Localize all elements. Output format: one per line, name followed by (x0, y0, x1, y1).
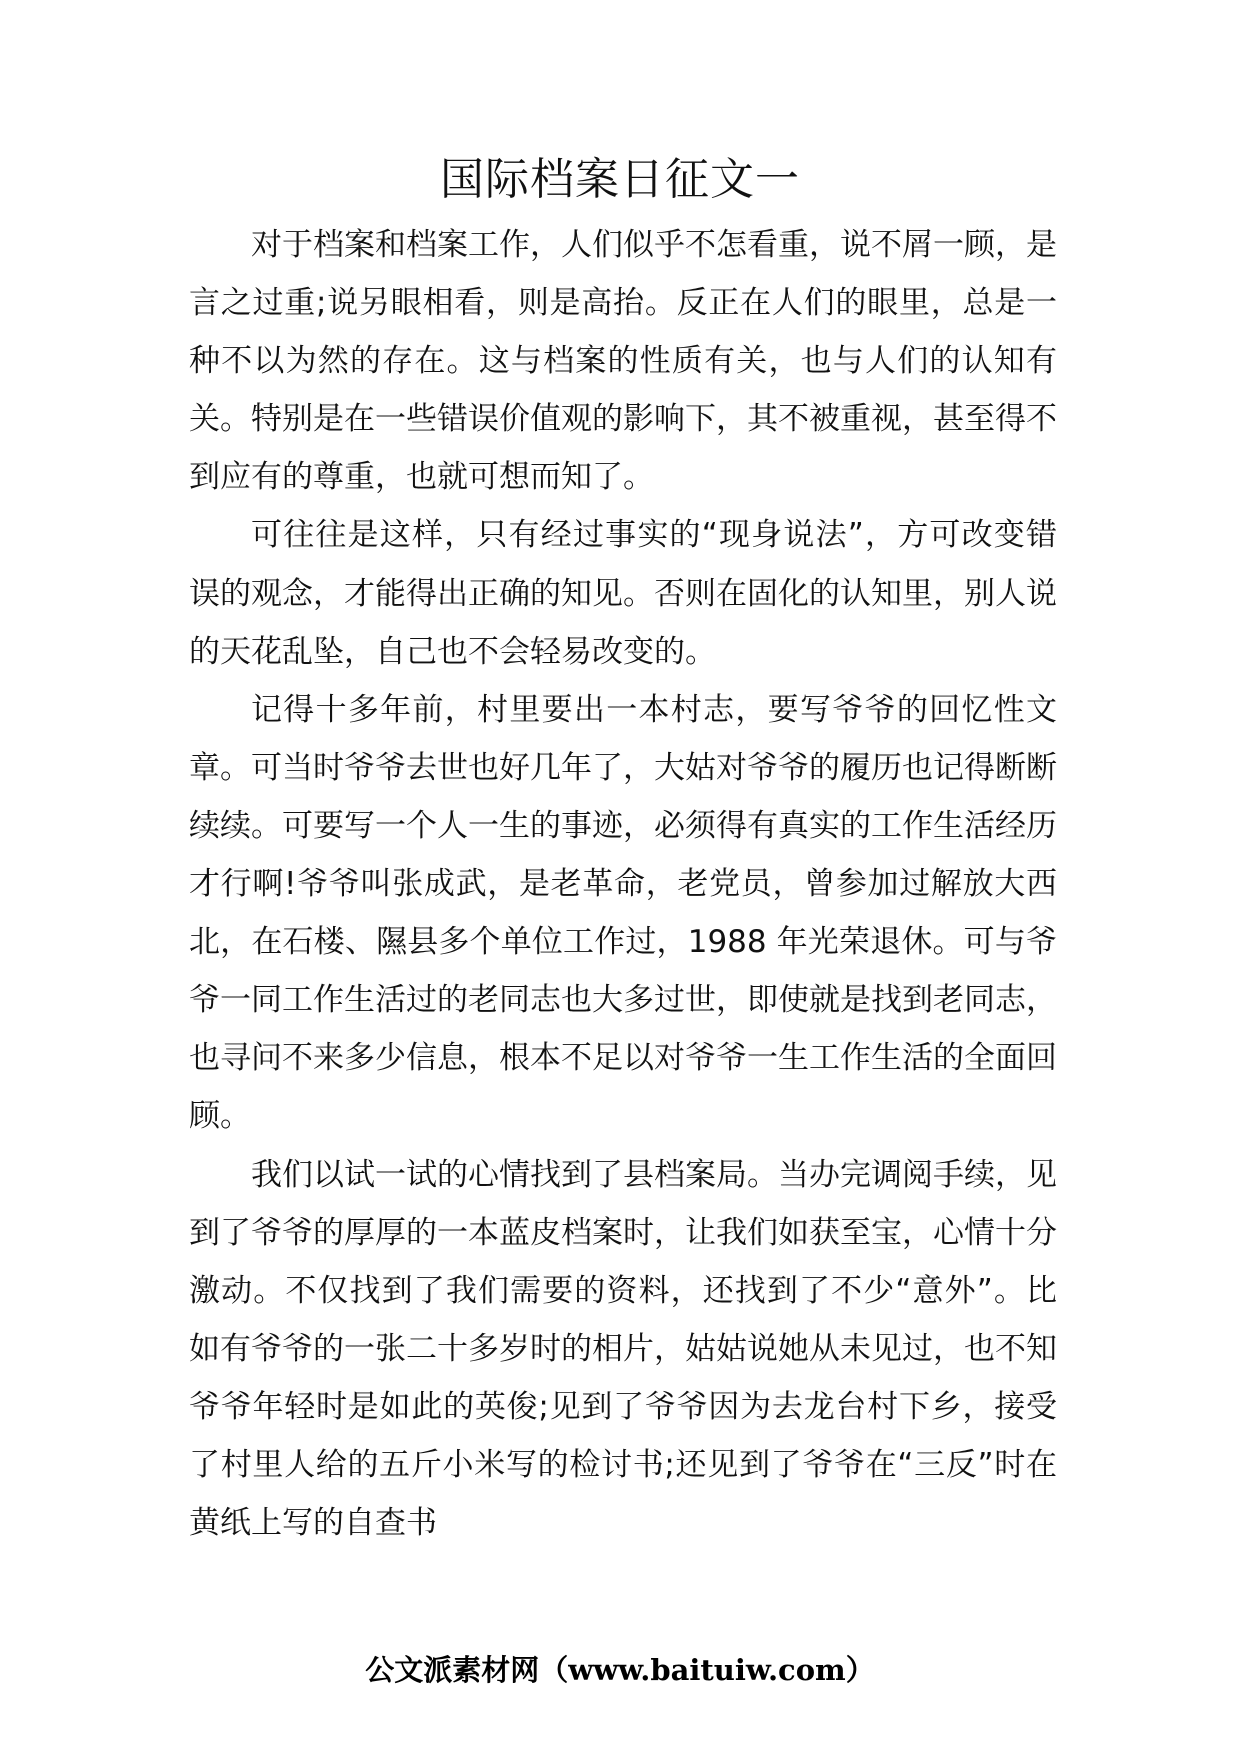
paragraph-2: 可往往是这样，只有经过事实的“现身说法”，方可改变错误的观念，才能得出正确的知见。否则在固化的认知里，别人说的天花乱坠，自己也不会轻易改变的。 (189, 517, 1057, 670)
paragraph-1: 对于档案和档案工作，人们似乎不怎看重，说不屑一顾，是言之过重;说另眼相看，则是高抬。反正在人们的眼里，总是一种不以为然的存在。这与档案的性质有关，也与人们的认知有关。特别是在一些错误价值观的影响下，其不被重视，甚至得不到应有的尊重，也就可想而知了。 (189, 227, 1057, 496)
source-footer: 公文派素材网（www.baituiw.com） (365, 1653, 875, 1687)
paragraph-4: 我们以试一试的心情找到了县档案局。当办完调阅手续，见到了爷爷的厚厚的一本蓝皮档案时，让我们如获至宝，心情十分激动。不仅找到了我们需要的资料，还找到了不少“意外”。比如有爷爷的一张二十多岁时的相片，姑姑说她从未见过，也不知爷爷年轻时是如此的英俊;见到了爷爷因为去龙台村下乡，接受了村里人给的五斤小米写的检讨书;还见到了爷爷在“三反”时在黄纸上写的自查书 (189, 1156, 1057, 1542)
paragraph-3: 记得十多年前，村里要出一本村志，要写爷爷的回忆性文章。可当时爷爷去世也好几年了，大姑对爷爷的履历也记得断断续续。可要写一个人一生的事迹，必须得有真实的工作生活经历才行啊!爷爷叫张成武，是老革命，老党员，曾参加过解放大西北，在石楼、隰县多个单位工作过，1988 年光荣退休。可与爷爷一同工作生活过的老同志也大多过世，即使就是找到老同志，也寻问不来多少信息，根本不足以对爷爷一生工作生活的全面回顾。 (189, 691, 1057, 1135)
document-body (189, 216, 1057, 1552)
document-title: 国际档案日征文一 (440, 154, 800, 205)
